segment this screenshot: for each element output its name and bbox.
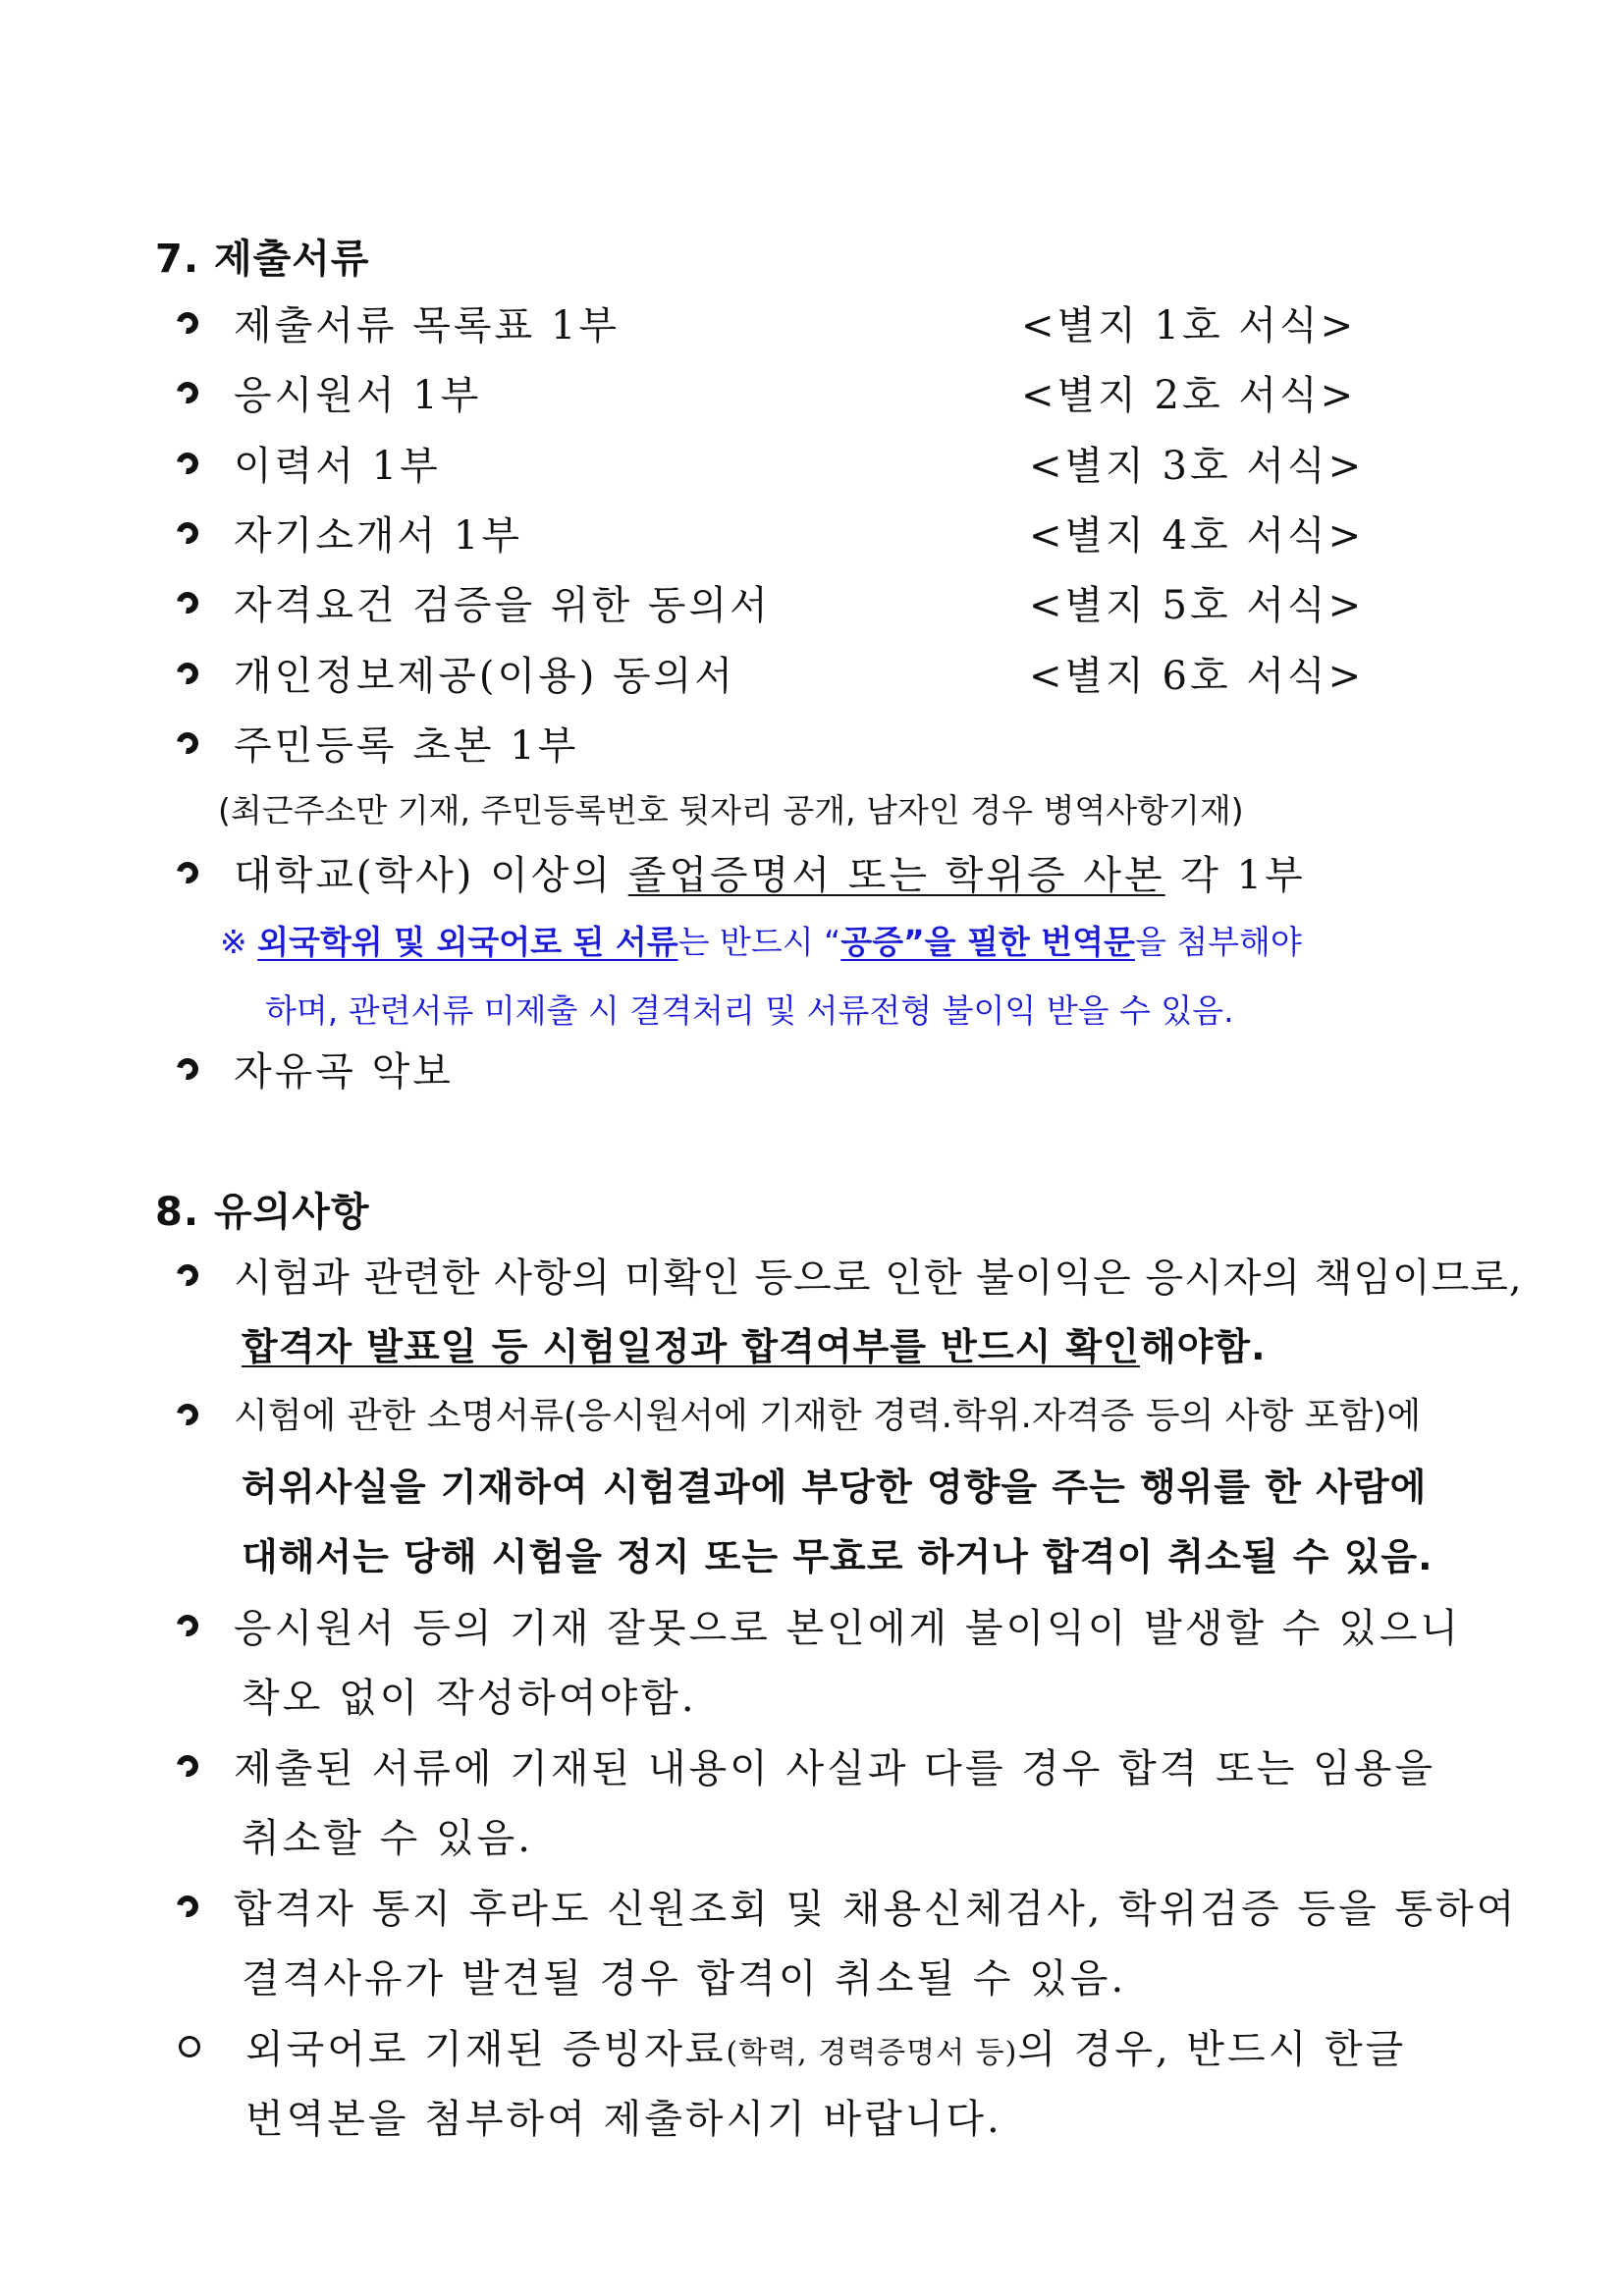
notice2-line3: 대해서는 당해 시험을 정지 또는 무효로 하거나 합격이 취소될 수 있음. — [242, 1535, 1434, 1578]
notice5-line1: 합격자 통지 후라도 신원조회 및 채용신체검사, 학위검증 등을 통하여 — [234, 1887, 1518, 1932]
notice1-underlined: 합격자 발표일 등 시험일정과 합격여부를 반드시 확인 — [242, 1325, 1140, 1368]
notice3-line1: 응시원서 등의 기재 잘못으로 본인에게 불이익이 발생할 수 있으니 — [234, 1606, 1461, 1651]
notice1-line1: 시험과 관련한 사항의 미확인 등으로 인한 불이익은 응시자의 책임이므로, — [234, 1255, 1523, 1301]
bullet-icon — [173, 1260, 203, 1291]
resident-note: (최근주소만 기재, 주민등록번호 뒷자리 공개, 남자인 경우 병역사항기재) — [218, 791, 1244, 829]
notice3-line2: 착오 없이 작성하여야함. — [242, 1676, 697, 1721]
note-mark: ※ — [220, 923, 258, 961]
bullet-icon — [179, 2036, 200, 2057]
degree-item — [234, 844, 1306, 900]
notice2-line2: 허위사실을 기재하여 시험결과에 부당한 영향을 주는 행위를 한 사람에 — [242, 1466, 1428, 1509]
bullet-icon — [173, 1892, 203, 1922]
doc-item-3: 이력서 1부 — [234, 444, 441, 489]
doc-item-4: 자기소개서 1부 — [234, 513, 523, 559]
form-ref-2: <별지 2호 서식> — [1021, 373, 1357, 418]
bullet-icon — [173, 1611, 203, 1641]
notice6-part-b: (학력, 경력증명서 등) — [726, 2036, 1018, 2070]
bullet-icon — [173, 1400, 203, 1430]
degree-underlined: 졸업증명서 또는 학위증 사본 — [627, 853, 1165, 898]
form-ref-3: <별지 3호 서식> — [1029, 444, 1365, 489]
notice6-line1 — [245, 2018, 1406, 2074]
bullet-icon — [173, 449, 203, 479]
form-ref-4: <별지 4호 서식> — [1029, 513, 1365, 559]
notice4-line2: 취소할 수 있음. — [242, 1816, 533, 1861]
bullet-icon — [173, 728, 203, 759]
bullet-icon — [173, 308, 203, 339]
section-8-title: 8. 유의사항 — [155, 1190, 370, 1235]
bullet-icon — [173, 1751, 203, 1782]
notice5-line2: 결격사유가 발견될 경우 합격이 취소될 수 있음. — [242, 1956, 1127, 2002]
form-ref-5: <별지 5호 서식> — [1029, 583, 1365, 628]
bullet-icon — [173, 858, 203, 888]
notice4-line1: 제출된 서류에 기재된 내용이 사실과 다를 경우 합격 또는 임용을 — [234, 1746, 1436, 1791]
foreign-note-line1 — [220, 917, 1302, 963]
bullet-icon — [173, 659, 203, 689]
doc-item-6: 개인정보제공(이용) 동의서 — [234, 654, 735, 699]
doc-item-1: 제출서류 목록표 1부 — [234, 303, 620, 348]
bullet-icon — [173, 378, 203, 408]
note-part3: 공증”을 필한 번역문 — [840, 923, 1135, 961]
doc-item-5: 자격요건 검증을 위한 동의서 — [234, 583, 771, 628]
notice6-part-a: 외국어로 기재된 증빙자료 — [245, 2027, 727, 2072]
foreign-note-line2: 하며, 관련서류 미제출 시 결격처리 및 서류전형 불이익 받을 수 있음. — [265, 991, 1234, 1030]
notice1-tail: 해야함. — [1139, 1325, 1267, 1368]
note-part2: 는 반드시 “ — [677, 923, 841, 961]
note-part4: 을 첨부해야 — [1134, 923, 1302, 961]
bullet-icon — [173, 1054, 203, 1085]
degree-prefix: 대학교(학사) 이상의 — [234, 853, 628, 898]
doc-item-7: 주민등록 초본 1부 — [234, 723, 579, 769]
section-7-title: 7. 제출서류 — [155, 237, 370, 282]
degree-suffix: 각 1부 — [1164, 853, 1306, 898]
doc-item-2: 응시원서 1부 — [234, 373, 482, 418]
notice6-part-c: 의 경우, 반드시 한글 — [1017, 2027, 1407, 2072]
bullet-icon — [173, 518, 203, 549]
notice1-line2 — [242, 1316, 1267, 1370]
note-part1: 외국학위 및 외국어로 된 서류 — [257, 923, 678, 961]
notice2-line1: 시험에 관한 소명서류(응시원서에 기재한 경력.학위.자격증 등의 사항 포함)에 — [234, 1396, 1422, 1436]
bullet-icon — [173, 588, 203, 618]
form-ref-1: <별지 1호 서식> — [1021, 303, 1357, 348]
notice6-line2: 번역본을 첨부하여 제출하시기 바랍니다. — [245, 2097, 1002, 2142]
form-ref-6: <별지 6호 서식> — [1029, 654, 1365, 699]
doc-item-score: 자유곡 악보 — [234, 1049, 454, 1095]
